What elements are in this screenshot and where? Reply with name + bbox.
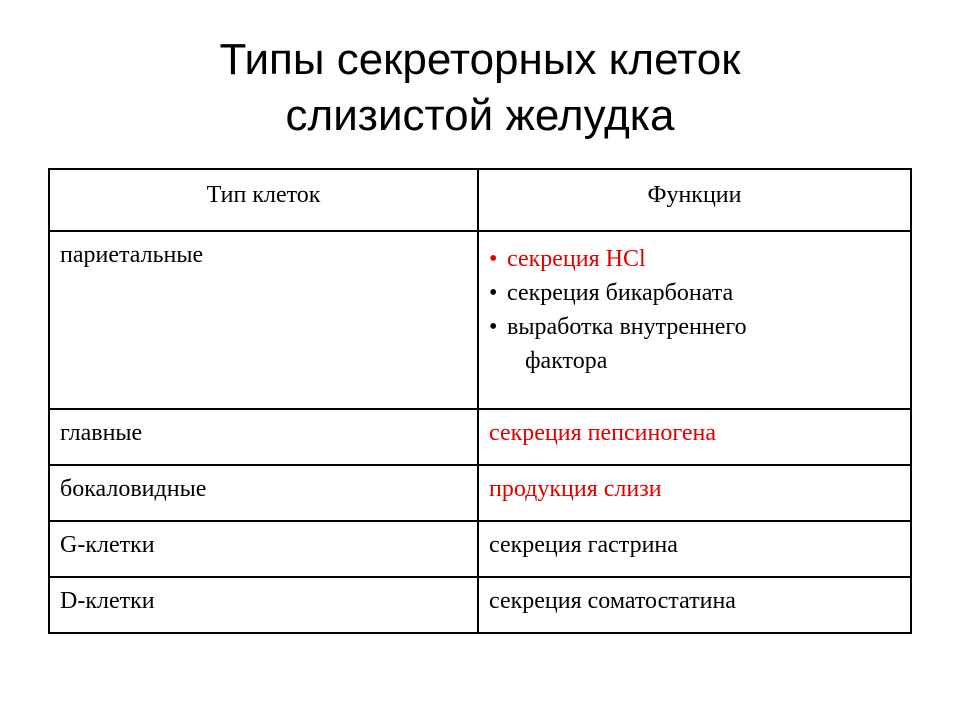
function-item-intrinsic-factor: • выработка внутреннего xyxy=(489,310,900,344)
cell-function-g-cells: секреция гастрина xyxy=(478,521,911,577)
table-row-parietal xyxy=(49,231,911,409)
table-row-goblet xyxy=(49,465,911,521)
cell-function-chief: секреция пепсиногена xyxy=(478,409,911,465)
table-row-d-cells xyxy=(49,577,911,633)
slide-title xyxy=(0,32,960,144)
table-row-g-cells xyxy=(49,521,911,577)
functions-list xyxy=(489,242,900,378)
header-cell-functions: Функции xyxy=(478,169,911,231)
cell-type-goblet: бокаловидные xyxy=(49,465,478,521)
cell-function-goblet: продукция слизи xyxy=(478,465,911,521)
function-item-hcl: • секреция НСl xyxy=(489,242,900,276)
cell-type-d-cells: D-клетки xyxy=(49,577,478,633)
slide-title-line-2: слизистой желудка xyxy=(285,91,675,140)
table-row-chief xyxy=(49,409,911,465)
slide-title-line-1: Типы секреторных клеток xyxy=(219,35,741,84)
cell-function-d-cells: секреция соматостатина xyxy=(478,577,911,633)
cell-functions-parietal xyxy=(478,231,911,409)
table-header-row xyxy=(49,169,911,231)
cell-type-chief: главные xyxy=(49,409,478,465)
header-cell-type: Тип клеток xyxy=(49,169,478,231)
function-item-bicarbonate: • секреция бикарбоната xyxy=(489,276,900,310)
cell-type-g-cells: G-клетки xyxy=(49,521,478,577)
secretory-cells-table xyxy=(48,168,912,634)
function-item-intrinsic-factor-continued: фактора xyxy=(525,348,608,374)
cell-type-parietal: париетальные xyxy=(49,231,478,409)
